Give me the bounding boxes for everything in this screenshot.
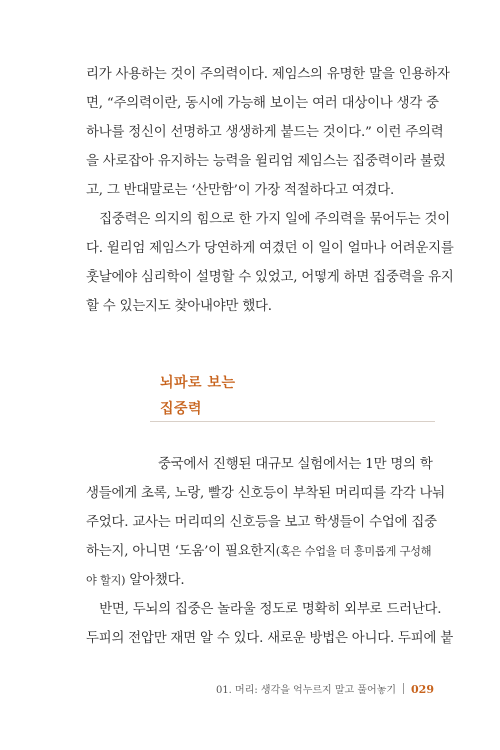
section-line-6: 반면, 두뇌의 집중은 놀라울 정도로 명확히 외부로 드러난다. [86,602,442,617]
section-line-5-main: 알아챘다. [125,573,185,588]
section-line-7: 두피의 전압만 재면 알 수 있다. 새로운 방법은 아니다. 두피에 붙 [86,631,454,646]
body-line-1: 리가 사용하는 것이 주의력이다. 제임스의 유명한 말을 인용하자 [86,67,450,82]
section-line-2: 생들에게 초록, 노랑, 빨강 신호등이 부착된 머리띠를 각각 나눠 [86,486,445,501]
section-line-5-aside: 야 할지) [86,574,126,587]
running-footer [216,681,434,696]
page-number: 029 [411,683,434,696]
body-line-5: 고, 그 반대말로는 ‘산만함’이 가장 적절하다고 여겼다. [86,183,395,198]
section-title-line-1: 뇌파로 보는 [160,375,236,391]
section-line-4 [86,543,430,561]
body-line-2: 면, “주의력이란, 동시에 가능해 보이는 여러 대상이나 생각 중 [86,96,439,111]
section-line-4-main: 하는지, 아니면 ‘도움’이 필요한지 [86,544,276,559]
section-title-rule [150,421,435,422]
section-line-1: 중국에서 진행된 대규모 실험에서는 1만 명의 학 [158,457,433,472]
section-line-4-aside: (혹은 수업을 더 흥미롭게 구성해 [275,545,432,558]
section-title-line-2: 집중력 [160,401,203,417]
body-line-9: 할 수 있는지도 찾아내야만 했다. [86,299,272,314]
section-line-5 [86,572,430,590]
body-line-8: 훗날에야 심리학이 설명할 수 있었고, 어떻게 하면 집중력을 유지 [86,270,454,285]
body-line-3: 하나를 정신이 선명하고 생생하게 붙드는 것이다.” 이런 주의력 [86,125,444,140]
section-line-3: 주었다. 교사는 머리띠의 신호등을 보고 학생들이 수업에 집중 [86,515,437,530]
body-line-6: 집중력은 의지의 힘으로 한 가지 일에 주의력을 묶어두는 것이 [86,212,451,227]
chapter-title: 01. 머리: 생각을 억누르지 말고 풀어놓기 [215,685,397,696]
footer-divider [403,683,404,694]
body-line-7: 다. 윌리엄 제임스가 당연하게 여겼던 이 일이 얼마나 어려운지를 [86,241,454,256]
body-line-4: 을 사로잡아 유지하는 능력을 윌리엄 제임스는 집중력이라 불렀 [86,154,446,169]
